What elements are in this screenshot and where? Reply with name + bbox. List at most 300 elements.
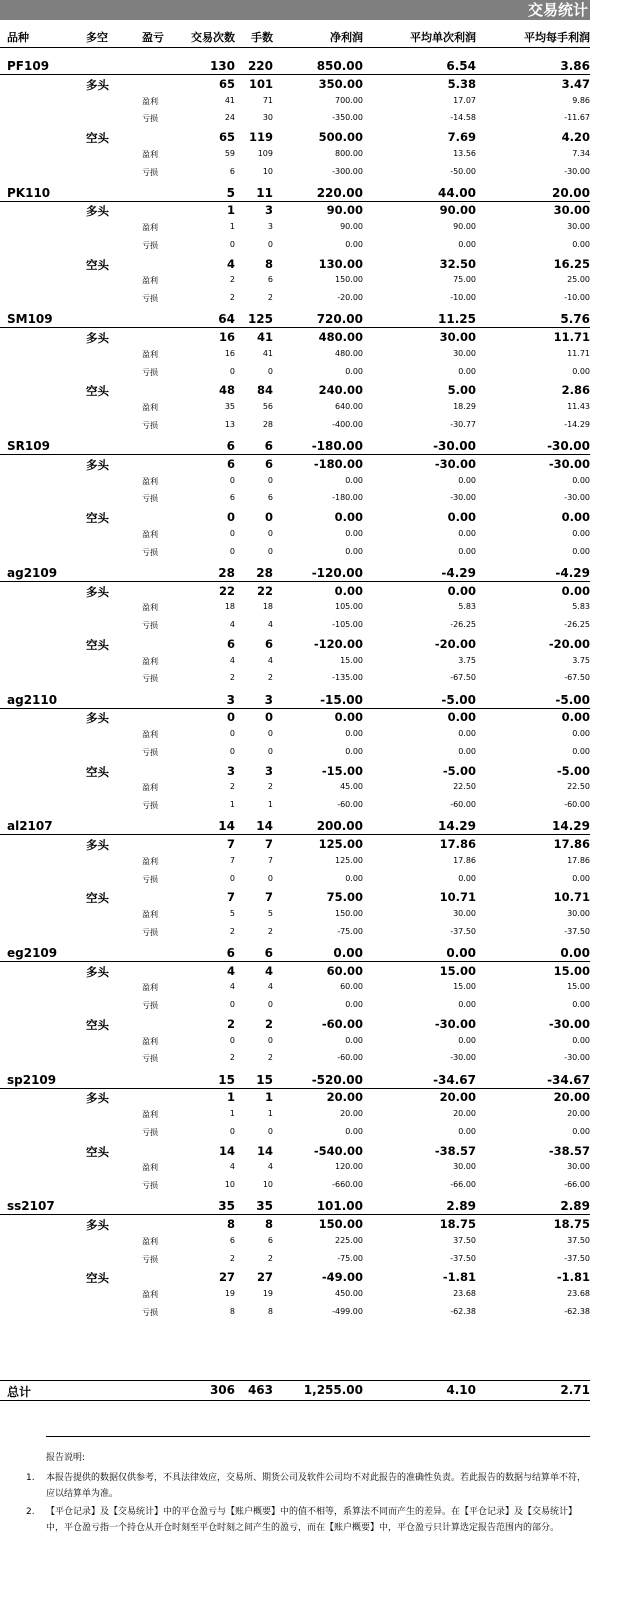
- cell-net-profit: 0.00: [345, 873, 363, 883]
- cell-avg-profit: 44.00: [438, 185, 476, 200]
- cell-trades: 6: [229, 493, 235, 503]
- cell-avg-profit: -26.25: [450, 620, 476, 630]
- cell-avg-profit: -10.00: [450, 293, 476, 303]
- cell-avg-hand-profit: 3.47: [561, 76, 590, 91]
- row-label: 亏损: [142, 621, 158, 631]
- cell-trades: 24: [224, 113, 235, 123]
- cell-avg-hand-profit: 30.00: [553, 203, 590, 218]
- row-label: 亏损: [142, 367, 158, 377]
- cell-hands: 8: [264, 1217, 273, 1232]
- cell-hands: 0: [267, 1035, 273, 1045]
- cell-avg-hand-profit: 17.86: [553, 837, 590, 851]
- cell-avg-hand-profit: 0.00: [561, 510, 590, 525]
- cell-avg-hand-profit: -20.00: [548, 636, 590, 651]
- cell-net-profit: 0.00: [334, 583, 363, 598]
- cell-trades: 4: [229, 982, 235, 992]
- cell-avg-profit: 90.00: [439, 203, 476, 218]
- cell-avg-profit: 13.56: [453, 148, 476, 158]
- cell-avg-profit: 30.00: [439, 330, 476, 345]
- cell-trades: 5: [226, 185, 235, 200]
- row-label: 亏损: [142, 547, 158, 557]
- cell-trades: 306: [209, 1383, 235, 1397]
- cell-net-profit: 0.00: [334, 510, 363, 525]
- cell-avg-hand-profit: 0.00: [572, 1126, 590, 1136]
- cell-trades: 16: [224, 348, 235, 358]
- row-divider: [0, 327, 590, 328]
- cell-hands: 7: [264, 837, 273, 851]
- cell-trades: 0: [229, 746, 235, 756]
- cell-avg-hand-profit: 0.00: [572, 873, 590, 883]
- cell-trades: 3: [226, 763, 235, 778]
- cell-net-profit: 150.00: [318, 1217, 363, 1232]
- row-label: ag2110: [7, 692, 58, 707]
- row-label: eg2109: [7, 945, 58, 960]
- row-label: 亏损: [142, 420, 158, 430]
- row-label: PK110: [7, 185, 51, 200]
- cell-hands: 220: [247, 59, 273, 73]
- cell-net-profit: 105.00: [335, 602, 363, 612]
- cell-net-profit: -300.00: [332, 166, 363, 176]
- row-label: 亏损: [142, 167, 158, 177]
- row-divider: [0, 1088, 590, 1089]
- note-number: 2.: [26, 1507, 35, 1517]
- cell-avg-profit: 18.29: [453, 402, 476, 412]
- cell-avg-hand-profit: -30.00: [564, 493, 590, 503]
- cell-avg-hand-profit: 0.00: [561, 583, 590, 598]
- cell-trades: 2: [229, 293, 235, 303]
- cell-avg-hand-profit: -1.81: [556, 1270, 590, 1285]
- cell-trades: 5: [229, 909, 235, 918]
- cell-trades: 0: [229, 1000, 235, 1010]
- cell-hands: 4: [267, 982, 273, 992]
- cell-net-profit: -60.00: [337, 1053, 363, 1063]
- cell-trades: 0: [229, 546, 235, 556]
- row-label: 盈利: [142, 529, 158, 539]
- row-label: 亏损: [142, 1127, 158, 1137]
- cell-net-profit: 125.00: [318, 837, 363, 851]
- cell-trades: 2: [229, 275, 235, 285]
- cell-avg-hand-profit: -11.67: [564, 113, 590, 123]
- cell-avg-hand-profit: 0.00: [572, 1035, 590, 1045]
- row-label: al2107: [7, 819, 53, 834]
- cell-net-profit: 450.00: [335, 1289, 363, 1299]
- row-divider: [0, 1380, 590, 1381]
- row-label: 空头: [86, 1271, 109, 1286]
- cell-avg-profit: 17.86: [439, 837, 476, 851]
- cell-avg-profit: -5.00: [441, 692, 476, 707]
- cell-avg-profit: -30.00: [450, 1053, 476, 1063]
- cell-hands: 1: [267, 1109, 273, 1119]
- row-label: 空头: [86, 637, 109, 652]
- cell-trades: 2: [229, 1053, 235, 1063]
- cell-trades: 3: [226, 692, 235, 707]
- cell-net-profit: -660.00: [332, 1180, 363, 1190]
- cell-trades: 8: [226, 1217, 235, 1232]
- row-label: 空头: [86, 1144, 109, 1159]
- cell-trades: 65: [218, 76, 235, 91]
- cell-trades: 2: [229, 1253, 235, 1263]
- cell-net-profit: -15.00: [320, 692, 363, 707]
- cell-net-profit: 0.00: [345, 546, 363, 556]
- cell-avg-hand-profit: 2.86: [561, 383, 590, 398]
- cell-trades: 4: [226, 256, 235, 271]
- row-label: 亏损: [142, 1181, 158, 1191]
- cell-net-profit: 850.00: [316, 59, 363, 73]
- cell-avg-profit: -50.00: [450, 166, 476, 176]
- cell-trades: 2: [229, 673, 235, 683]
- cell-hands: 0: [267, 366, 273, 376]
- cell-net-profit: 0.00: [345, 1035, 363, 1045]
- cell-hands: 30: [262, 113, 273, 123]
- cell-avg-profit: 90.00: [453, 222, 476, 232]
- cell-hands: 119: [248, 130, 273, 144]
- cell-trades: 0: [229, 1035, 235, 1045]
- cell-hands: 125: [247, 312, 273, 327]
- cell-avg-hand-profit: 15.00: [553, 963, 590, 978]
- row-label: 多头: [86, 204, 109, 219]
- cell-avg-hand-profit: 4.20: [561, 130, 590, 144]
- row-label: 亏损: [142, 1001, 158, 1011]
- cell-avg-hand-profit: 30.00: [567, 1162, 590, 1172]
- cell-net-profit: 125.00: [335, 855, 363, 865]
- cell-hands: 4: [267, 1162, 273, 1172]
- cell-avg-profit: -5.00: [442, 763, 476, 778]
- row-label: 盈利: [142, 276, 158, 286]
- cell-net-profit: -180.00: [311, 439, 363, 454]
- cell-trades: 14: [218, 819, 235, 834]
- row-label: 空头: [86, 1017, 109, 1032]
- cell-avg-profit: 14.29: [438, 819, 476, 834]
- cell-avg-hand-profit: 0.00: [572, 1000, 590, 1010]
- notes-title: 报告说明:: [46, 1453, 86, 1463]
- cell-hands: 6: [264, 636, 273, 651]
- cell-trades: 35: [224, 402, 235, 412]
- cell-avg-profit: 30.00: [453, 1162, 476, 1172]
- cell-avg-hand-profit: 11.71: [553, 330, 590, 345]
- cell-trades: 14: [218, 1143, 235, 1158]
- cell-avg-profit: -62.38: [450, 1306, 476, 1316]
- cell-trades: 1: [229, 800, 235, 810]
- row-label: 盈利: [142, 1290, 158, 1300]
- cell-avg-hand-profit: 0.00: [560, 945, 590, 960]
- cell-net-profit: -180.00: [332, 493, 363, 503]
- row-divider: [0, 961, 590, 962]
- cell-avg-profit: 20.00: [439, 1090, 476, 1105]
- cell-hands: 4: [264, 963, 273, 978]
- cell-net-profit: 0.00: [345, 239, 363, 249]
- cell-trades: 35: [218, 1199, 235, 1214]
- row-label: 总计: [7, 1385, 32, 1399]
- cell-avg-profit: -67.50: [450, 673, 476, 683]
- cell-net-profit: -350.00: [332, 113, 363, 123]
- cell-avg-hand-profit: 30.00: [567, 222, 590, 232]
- col-header-direction: 多空: [86, 31, 108, 44]
- cell-avg-profit: -14.58: [450, 113, 476, 123]
- cell-trades: 65: [218, 130, 235, 144]
- cell-hands: 41: [262, 348, 273, 358]
- cell-hands: 0: [267, 729, 273, 739]
- cell-avg-profit: 37.50: [453, 1235, 476, 1245]
- row-divider: [0, 581, 590, 582]
- cell-hands: 6: [264, 456, 273, 471]
- cell-hands: 4: [267, 655, 273, 665]
- row-label: PF109: [7, 59, 50, 73]
- row-label: 盈利: [142, 149, 158, 159]
- cell-trades: 6: [226, 456, 235, 471]
- cell-trades: 15: [218, 1072, 235, 1087]
- cell-avg-profit: 0.00: [458, 239, 476, 249]
- cell-hands: 0: [267, 546, 273, 556]
- cell-avg-hand-profit: 0.00: [572, 729, 590, 739]
- cell-avg-hand-profit: -62.38: [564, 1306, 590, 1316]
- cell-trades: 6: [226, 636, 235, 651]
- cell-trades: 130: [209, 59, 235, 73]
- cell-net-profit: 1,255.00: [303, 1383, 363, 1397]
- cell-avg-hand-profit: -67.50: [564, 673, 590, 683]
- cell-avg-hand-profit: 10.71: [553, 890, 590, 905]
- cell-trades: 0: [229, 1126, 235, 1136]
- row-label: 多头: [86, 77, 109, 92]
- cell-avg-hand-profit: -30.00: [564, 1053, 590, 1063]
- row-label: 亏损: [142, 294, 158, 304]
- cell-hands: 1: [267, 800, 273, 810]
- cell-avg-hand-profit: 37.50: [567, 1235, 590, 1245]
- cell-hands: 3: [267, 222, 273, 232]
- cell-hands: 35: [256, 1199, 273, 1214]
- cell-hands: 6: [267, 275, 273, 285]
- cell-avg-profit: 0.00: [447, 583, 476, 598]
- cell-net-profit: 90.00: [340, 222, 363, 232]
- cell-hands: 463: [247, 1383, 273, 1397]
- cell-hands: 101: [248, 76, 273, 91]
- cell-avg-hand-profit: 11.71: [567, 348, 590, 358]
- cell-trades: 7: [226, 890, 235, 905]
- row-label: 多头: [86, 584, 109, 599]
- row-label: 盈利: [142, 730, 158, 740]
- cell-hands: 7: [267, 855, 273, 865]
- cell-net-profit: -120.00: [311, 565, 363, 580]
- cell-avg-hand-profit: 30.00: [567, 909, 590, 918]
- cell-net-profit: 700.00: [335, 95, 363, 105]
- cell-trades: 4: [226, 963, 235, 978]
- cell-avg-hand-profit: 0.00: [572, 546, 590, 556]
- cell-trades: 4: [229, 1162, 235, 1172]
- cell-avg-profit: 2.89: [446, 1199, 476, 1214]
- row-label: 多头: [86, 457, 109, 472]
- cell-avg-hand-profit: -4.29: [555, 565, 590, 580]
- cell-hands: 0: [264, 710, 273, 725]
- cell-avg-hand-profit: -14.29: [564, 419, 590, 429]
- cell-trades: 6: [226, 439, 235, 454]
- cell-avg-hand-profit: 7.34: [572, 148, 590, 158]
- row-label: 空头: [86, 764, 109, 779]
- row-label: SR109: [7, 439, 50, 454]
- cell-avg-hand-profit: 5.76: [560, 312, 590, 327]
- cell-trades: 2: [229, 926, 235, 936]
- cell-avg-profit: -60.00: [450, 800, 476, 810]
- cell-avg-profit: 23.68: [453, 1289, 476, 1299]
- cell-avg-profit: -4.29: [441, 565, 476, 580]
- cell-net-profit: 75.00: [326, 890, 363, 905]
- cell-avg-hand-profit: 2.89: [560, 1199, 590, 1214]
- cell-hands: 41: [256, 330, 273, 345]
- cell-trades: 41: [224, 95, 235, 105]
- cell-hands: 2: [267, 1053, 273, 1063]
- cell-avg-hand-profit: -37.50: [564, 1253, 590, 1263]
- cell-avg-profit: -30.77: [450, 419, 476, 429]
- cell-hands: 2: [267, 673, 273, 683]
- cell-trades: 64: [218, 312, 235, 327]
- row-label: 亏损: [142, 874, 158, 884]
- cell-hands: 2: [267, 293, 273, 303]
- cell-net-profit: 0.00: [345, 475, 363, 485]
- cell-avg-profit: 0.00: [458, 366, 476, 376]
- cell-hands: 6: [264, 945, 273, 960]
- cell-hands: 8: [264, 256, 273, 271]
- cell-hands: 14: [256, 819, 273, 834]
- cell-avg-profit: -30.00: [434, 1016, 476, 1031]
- cell-hands: 2: [267, 782, 273, 792]
- col-header-pl: 盈亏: [142, 31, 164, 44]
- cell-avg-hand-profit: -60.00: [564, 800, 590, 810]
- cell-avg-hand-profit: -5.00: [556, 763, 590, 778]
- row-label: 亏损: [142, 1254, 158, 1264]
- cell-net-profit: 90.00: [326, 203, 363, 218]
- row-label: 亏损: [142, 1054, 158, 1064]
- cell-net-profit: 0.00: [345, 1000, 363, 1010]
- row-label: 亏损: [142, 114, 158, 124]
- cell-net-profit: 150.00: [335, 909, 363, 918]
- note-number: 1.: [26, 1473, 35, 1483]
- cell-avg-profit: 0.00: [458, 546, 476, 556]
- cell-trades: 0: [229, 366, 235, 376]
- cell-hands: 2: [267, 926, 273, 936]
- cell-net-profit: -135.00: [332, 673, 363, 683]
- col-header-avg-profit: 平均单次利润: [410, 31, 476, 44]
- row-label: 亏损: [142, 674, 158, 684]
- row-divider: [0, 201, 590, 202]
- cell-hands: 6: [267, 1235, 273, 1245]
- cell-trades: 22: [218, 583, 235, 598]
- row-label: 盈利: [142, 1036, 158, 1046]
- cell-net-profit: -15.00: [321, 763, 363, 778]
- cell-net-profit: 500.00: [318, 130, 363, 144]
- cell-avg-profit: 0.00: [446, 945, 476, 960]
- cell-hands: 1: [264, 1090, 273, 1105]
- cell-trades: 0: [229, 528, 235, 538]
- cell-hands: 15: [256, 1072, 273, 1087]
- cell-avg-hand-profit: 20.00: [553, 1090, 590, 1105]
- cell-hands: 14: [256, 1143, 273, 1158]
- cell-trades: 8: [229, 1306, 235, 1316]
- cell-trades: 0: [229, 729, 235, 739]
- cell-hands: 109: [257, 148, 273, 158]
- cell-avg-profit: 15.00: [453, 982, 476, 992]
- cell-avg-profit: -30.00: [434, 456, 476, 471]
- cell-avg-profit: -34.67: [433, 1072, 476, 1087]
- cell-avg-hand-profit: 2.71: [560, 1383, 590, 1397]
- cell-net-profit: 45.00: [340, 782, 363, 792]
- cell-avg-hand-profit: 0.00: [572, 746, 590, 756]
- cell-avg-profit: 0.00: [458, 729, 476, 739]
- cell-avg-hand-profit: -34.67: [547, 1072, 590, 1087]
- cell-hands: 0: [267, 475, 273, 485]
- row-label: sp2109: [7, 1072, 57, 1087]
- row-divider: [0, 1214, 590, 1215]
- cell-avg-profit: 15.00: [439, 963, 476, 978]
- row-divider: [0, 74, 590, 75]
- row-label: 盈利: [142, 223, 158, 233]
- cell-avg-hand-profit: -37.50: [564, 926, 590, 936]
- row-label: 盈利: [142, 856, 158, 866]
- cell-avg-profit: 5.00: [447, 383, 476, 398]
- cell-hands: 3: [264, 203, 273, 218]
- cell-avg-profit: 75.00: [453, 275, 476, 285]
- cell-avg-profit: 32.50: [439, 256, 476, 271]
- cell-avg-profit: 0.00: [458, 873, 476, 883]
- cell-net-profit: -49.00: [321, 1270, 363, 1285]
- cell-net-profit: -60.00: [337, 800, 363, 810]
- cell-hands: 3: [264, 763, 273, 778]
- cell-avg-hand-profit: 23.68: [567, 1289, 590, 1299]
- cell-avg-profit: -1.81: [442, 1270, 476, 1285]
- row-label: 亏损: [142, 494, 158, 504]
- cell-trades: 1: [229, 222, 235, 232]
- row-label: ag2109: [7, 565, 58, 580]
- cell-net-profit: 720.00: [316, 312, 363, 327]
- row-label: 空头: [86, 131, 109, 145]
- cell-net-profit: 0.00: [334, 710, 363, 725]
- col-header-avg-hand-profit: 平均每手利润: [524, 31, 590, 44]
- cell-net-profit: 640.00: [335, 402, 363, 412]
- cell-trades: 16: [218, 330, 235, 345]
- table-header: [0, 29, 590, 49]
- cell-avg-hand-profit: -30.00: [548, 456, 590, 471]
- cell-net-profit: -499.00: [332, 1306, 363, 1316]
- cell-trades: 6: [226, 945, 235, 960]
- row-label: 盈利: [142, 783, 158, 793]
- cell-net-profit: 220.00: [316, 185, 363, 200]
- row-label: 盈利: [142, 910, 158, 919]
- cell-hands: 8: [267, 1306, 273, 1316]
- cell-avg-hand-profit: 0.00: [572, 366, 590, 376]
- cell-trades: 19: [224, 1289, 235, 1299]
- cell-trades: 1: [226, 1090, 235, 1105]
- cell-net-profit: -400.00: [332, 419, 363, 429]
- cell-avg-hand-profit: 0.00: [572, 239, 590, 249]
- cell-trades: 48: [218, 383, 235, 398]
- cell-net-profit: -75.00: [337, 926, 363, 936]
- cell-avg-profit: -20.00: [434, 636, 476, 651]
- row-label: 盈利: [142, 476, 158, 486]
- cell-hands: 10: [262, 1180, 273, 1190]
- cell-trades: 2: [226, 1016, 235, 1031]
- cell-avg-hand-profit: -66.00: [564, 1180, 590, 1190]
- cell-avg-profit: 18.75: [439, 1217, 476, 1232]
- cell-net-profit: 800.00: [335, 148, 363, 158]
- cell-avg-hand-profit: -30.00: [548, 1016, 590, 1031]
- cell-avg-hand-profit: 22.50: [567, 782, 590, 792]
- cell-avg-hand-profit: -38.57: [548, 1143, 590, 1158]
- cell-net-profit: 0.00: [345, 528, 363, 538]
- notes-divider: [46, 1436, 590, 1437]
- cell-hands: 3: [264, 692, 273, 707]
- cell-net-profit: 350.00: [318, 76, 363, 91]
- row-label: 亏损: [142, 1307, 158, 1317]
- cell-net-profit: -20.00: [337, 293, 363, 303]
- cell-avg-profit: 7.69: [447, 130, 476, 144]
- cell-trades: 0: [229, 475, 235, 485]
